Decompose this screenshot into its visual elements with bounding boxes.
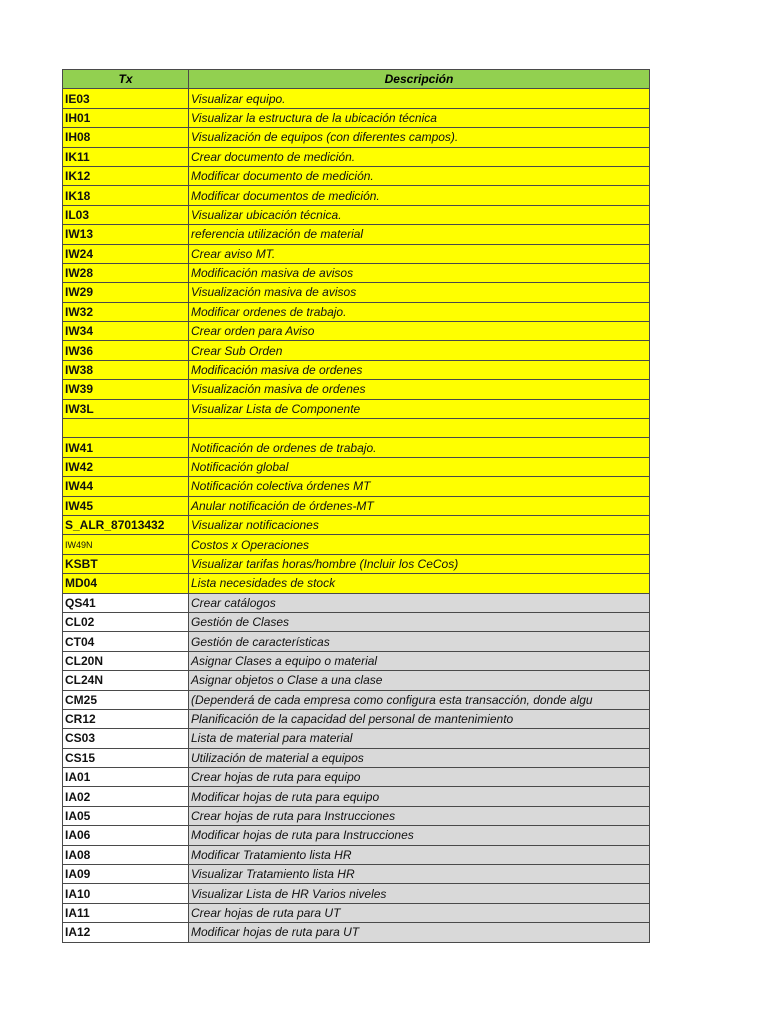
table-row [63,399,650,418]
table-row [63,923,650,942]
description-cell: Asignar objetos o Clase a una clase [189,671,650,690]
tx-code-cell: IW29 [63,283,189,302]
table-row [63,768,650,787]
table-row [63,535,650,554]
description-cell: Modificar hojas de ruta para equipo [189,787,650,806]
tx-code-cell: CS15 [63,748,189,767]
table-row [63,748,650,767]
tx-code-cell: IK12 [63,166,189,185]
description-cell: Gestión de características [189,632,650,651]
description-cell: Crear aviso MT. [189,244,650,263]
transactions-table [62,69,650,943]
table-row [63,283,650,302]
tx-code-cell: CS03 [63,729,189,748]
tx-code-cell: IW49N [63,535,189,554]
description-cell: Modificación masiva de ordenes [189,360,650,379]
description-cell: Visualizar tarifas horas/hombre (Incluir los CeCos) [189,554,650,573]
description-cell: Modificar documentos de medición. [189,186,650,205]
description-cell: Visualización masiva de ordenes [189,380,650,399]
table-row [63,108,650,127]
tx-code-cell: IA08 [63,845,189,864]
tx-code-cell: CR12 [63,709,189,728]
description-cell: Crear hojas de ruta para Instrucciones [189,806,650,825]
tx-code-cell: IK11 [63,147,189,166]
tx-code-cell: IA02 [63,787,189,806]
description-cell: Planificación de la capacidad del personal de mantenimiento [189,709,650,728]
tx-code-cell: IA01 [63,768,189,787]
tx-code-cell: IA05 [63,806,189,825]
description-cell: Notificación colectiva órdenes MT [189,477,650,496]
tx-code-cell: IW34 [63,322,189,341]
table-row [63,89,650,108]
description-cell: Costos x Operaciones [189,535,650,554]
table-row [63,419,650,438]
table-row [63,709,650,728]
tx-code-cell: S_ALR_87013432 [63,515,189,534]
description-cell: Lista necesidades de stock [189,574,650,593]
description-cell: Notificación de ordenes de trabajo. [189,438,650,457]
description-cell: Modificar documento de medición. [189,166,650,185]
table-row [63,360,650,379]
table-row [63,671,650,690]
description-cell: Visualizar Tratamiento lista HR [189,865,650,884]
table-row [63,166,650,185]
table-row [63,729,650,748]
table-row [63,496,650,515]
tx-code-cell: CM25 [63,690,189,709]
table-row [63,477,650,496]
tx-code-cell: IW24 [63,244,189,263]
description-cell: Visualizar Lista de Componente [189,399,650,418]
table-row [63,845,650,864]
table-row [63,515,650,534]
tx-code-cell: QS41 [63,593,189,612]
description-cell: Visualizar equipo. [189,89,650,108]
description-cell: Modificar Tratamiento lista HR [189,845,650,864]
description-cell: Modificación masiva de avisos [189,263,650,282]
table-body [63,89,650,942]
header-descripcion: Descripción [189,70,650,89]
description-cell: (Dependerá de cada empresa como configura esta transacción, donde algu [189,690,650,709]
table-row [63,884,650,903]
description-cell: Crear hojas de ruta para UT [189,903,650,922]
description-cell: Notificación global [189,457,650,476]
description-cell: Utilización de material a equipos [189,748,650,767]
table-row [63,186,650,205]
tx-code-cell: IW38 [63,360,189,379]
table-row [63,554,650,573]
tx-code-cell: KSBT [63,554,189,573]
tx-code-cell: IL03 [63,205,189,224]
table-row [63,651,650,670]
tx-code-cell: IA09 [63,865,189,884]
description-cell: Visualizar ubicación técnica. [189,205,650,224]
table-header-row [63,70,650,89]
tx-code-cell: IW32 [63,302,189,321]
tx-code-cell: IH01 [63,108,189,127]
description-cell: Visualización de equipos (con diferentes campos). [189,128,650,147]
table-row [63,806,650,825]
table-row [63,787,650,806]
tx-code-cell: IW45 [63,496,189,515]
table-row [63,903,650,922]
tx-code-cell: IW28 [63,263,189,282]
table-row [63,826,650,845]
table-row [63,341,650,360]
tx-code-cell: IW39 [63,380,189,399]
tx-code-cell [63,419,189,438]
description-cell: Crear hojas de ruta para equipo [189,768,650,787]
table-row [63,457,650,476]
description-cell: Lista de material para material [189,729,650,748]
description-cell: referencia utilización de material [189,225,650,244]
tx-code-cell: IA12 [63,923,189,942]
tx-code-cell: CT04 [63,632,189,651]
tx-code-cell: IE03 [63,89,189,108]
table-row [63,302,650,321]
table-row [63,612,650,631]
table-row [63,690,650,709]
tx-code-cell: IA11 [63,903,189,922]
table-row [63,632,650,651]
description-cell: Visualizar notificaciones [189,515,650,534]
description-cell: Anular notificación de órdenes-MT [189,496,650,515]
table-row [63,128,650,147]
tx-code-cell: CL20N [63,651,189,670]
tx-code-cell: IA10 [63,884,189,903]
description-cell: Modificar ordenes de trabajo. [189,302,650,321]
tx-code-cell: MD04 [63,574,189,593]
tx-code-cell: IW44 [63,477,189,496]
table-row [63,147,650,166]
description-cell: Crear documento de medición. [189,147,650,166]
tx-code-cell: CL02 [63,612,189,631]
description-cell: Crear Sub Orden [189,341,650,360]
description-cell: Modificar hojas de ruta para Instrucciones [189,826,650,845]
description-cell: Visualizar la estructura de la ubicación técnica [189,108,650,127]
table-row [63,438,650,457]
description-cell: Visualización masiva de avisos [189,283,650,302]
description-cell: Crear orden para Aviso [189,322,650,341]
tx-code-cell: IW13 [63,225,189,244]
tx-code-cell: IW3L [63,399,189,418]
table-row [63,205,650,224]
table-row [63,380,650,399]
table-row [63,225,650,244]
description-cell: Crear catálogos [189,593,650,612]
header-tx: Tx [63,70,189,89]
table-row [63,574,650,593]
tx-code-cell: IW42 [63,457,189,476]
description-cell: Modificar hojas de ruta para UT [189,923,650,942]
description-cell: Gestión de Clases [189,612,650,631]
tx-code-cell: IK18 [63,186,189,205]
table-row [63,865,650,884]
table-row [63,263,650,282]
table-row [63,322,650,341]
tx-code-cell: CL24N [63,671,189,690]
tx-code-cell: IW36 [63,341,189,360]
table-row [63,244,650,263]
description-cell [189,419,650,438]
tx-code-cell: IW41 [63,438,189,457]
description-cell: Asignar Clases a equipo o material [189,651,650,670]
tx-code-cell: IA06 [63,826,189,845]
description-cell: Visualizar Lista de HR Varios niveles [189,884,650,903]
table-row [63,593,650,612]
tx-code-cell: IH08 [63,128,189,147]
